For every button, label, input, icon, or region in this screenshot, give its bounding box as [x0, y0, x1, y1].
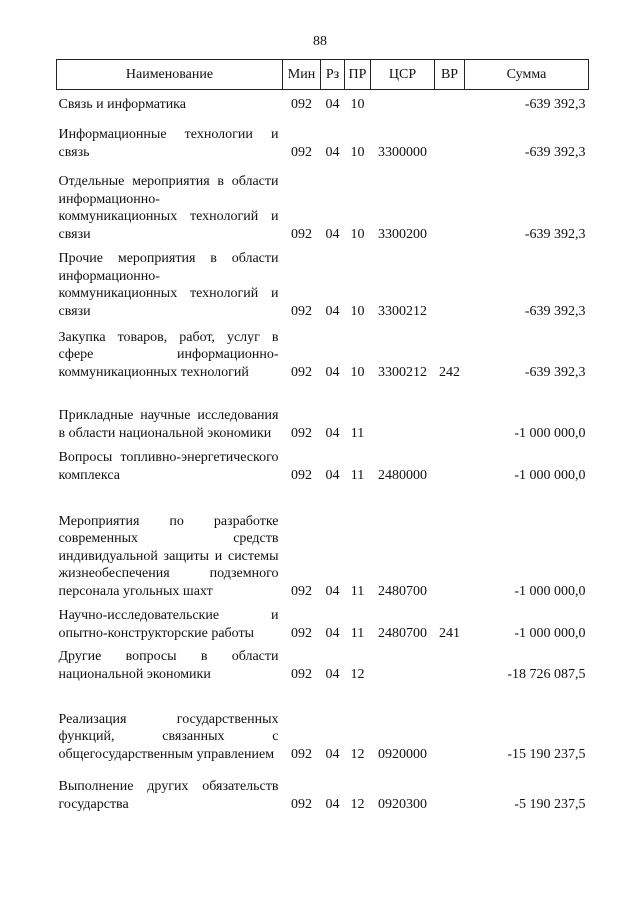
row-rz: 04	[325, 96, 340, 112]
row-min: 092	[291, 364, 312, 380]
row-name: Выполнение других обязательств государства	[58, 779, 279, 812]
row-name: Отдельные мероприятия в области информационно-коммуникационных технологий и связи	[58, 174, 279, 242]
row-name: Другие вопросы в области национальной экономики	[58, 649, 279, 682]
row-name: Информационные технологии и связь	[58, 127, 279, 160]
row-min: 092	[291, 144, 312, 160]
row-min: 092	[291, 467, 312, 483]
row-name: Закупка товаров, работ, услуг в сфере информационно-коммуникационных технологий	[58, 329, 279, 380]
row-min: 092	[291, 746, 312, 762]
row-csr: 3300200	[378, 226, 427, 242]
row-pr: 11	[350, 583, 365, 599]
row-sum: -5 190 237,5	[514, 796, 586, 812]
row-name: Научно-исследовательские и опытно-конструкторские работы	[58, 608, 279, 641]
row-name: Прикладные научные исследования в области национальной экономики	[58, 408, 279, 441]
row-pr: 11	[350, 467, 365, 483]
table-row	[57, 485, 589, 601]
row-rz: 04	[325, 583, 340, 599]
row-csr	[371, 643, 435, 684]
row-pr: 10	[350, 226, 365, 242]
row-vr	[435, 90, 465, 114]
row-vr	[435, 684, 465, 764]
column-header-vr: ВР	[435, 60, 465, 90]
row-sum: -639 392,3	[524, 364, 586, 380]
row-csr: 3300212	[378, 364, 427, 380]
table-row	[57, 114, 589, 162]
row-min: 092	[291, 583, 312, 599]
row-csr	[371, 382, 435, 443]
row-csr: 2480700	[378, 625, 427, 641]
row-name: Связь и информатика	[58, 96, 186, 112]
row-pr: 12	[350, 796, 365, 812]
row-pr: 12	[350, 666, 365, 682]
row-sum: -1 000 000,0	[514, 425, 586, 441]
table-row	[57, 162, 589, 244]
row-csr: 0920000	[378, 746, 427, 762]
row-csr: 0920300	[378, 796, 427, 812]
row-min: 092	[291, 796, 312, 812]
row-min: 092	[291, 425, 312, 441]
row-sum: -639 392,3	[524, 226, 586, 242]
row-csr: 3300000	[378, 144, 427, 160]
row-min: 092	[291, 96, 312, 112]
row-pr: 12	[350, 746, 365, 762]
row-rz: 04	[325, 796, 340, 812]
budget-table	[56, 59, 589, 814]
row-csr: 2480000	[378, 467, 427, 483]
row-pr: 10	[350, 144, 365, 160]
table-row	[57, 321, 589, 382]
row-rz: 04	[325, 467, 340, 483]
row-sum: -18 726 087,5	[507, 666, 586, 682]
table-row	[57, 90, 589, 114]
row-vr	[435, 643, 465, 684]
row-pr: 10	[350, 303, 365, 319]
row-sum: -15 190 237,5	[507, 746, 586, 762]
table-row	[57, 601, 589, 643]
row-rz: 04	[325, 425, 340, 441]
row-vr	[435, 114, 465, 162]
row-vr: 242	[439, 364, 460, 380]
row-vr	[435, 244, 465, 321]
table-row	[57, 684, 589, 764]
row-rz: 04	[325, 303, 340, 319]
page-number: 88	[313, 34, 327, 49]
column-header-sum: Сумма	[465, 60, 589, 90]
row-vr	[435, 764, 465, 814]
row-rz: 04	[325, 746, 340, 762]
table-row	[57, 443, 589, 485]
row-sum: -1 000 000,0	[514, 583, 586, 599]
row-rz: 04	[325, 226, 340, 242]
row-pr: 11	[350, 625, 365, 641]
row-sum: -1 000 000,0	[514, 625, 586, 641]
row-name: Мероприятия по разработке современных средств индивидуальной защиты и системы жизнеобеспечения подземного персонала угольных шахт	[58, 513, 279, 599]
row-rz: 04	[325, 625, 340, 641]
column-header-name: Наименование	[57, 60, 283, 90]
row-csr: 2480700	[378, 583, 427, 599]
row-sum: -639 392,3	[524, 303, 586, 319]
row-rz: 04	[325, 144, 340, 160]
table-row	[57, 382, 589, 443]
row-rz: 04	[325, 364, 340, 380]
row-rz: 04	[325, 666, 340, 682]
row-name: Прочие мероприятия в области информационно-коммуникационных технологий и связи	[58, 251, 279, 319]
row-csr	[371, 90, 435, 114]
row-vr	[435, 162, 465, 244]
column-header-rz: Рз	[321, 60, 345, 90]
table-header-row	[57, 60, 589, 90]
row-sum: -639 392,3	[524, 144, 586, 160]
table-row	[57, 244, 589, 321]
row-vr: 241	[439, 625, 460, 641]
column-header-pr: ПР	[345, 60, 371, 90]
column-header-csr: ЦСР	[371, 60, 435, 90]
row-min: 092	[291, 666, 312, 682]
row-vr	[435, 485, 465, 601]
row-vr	[435, 443, 465, 485]
row-pr: 11	[350, 425, 365, 441]
row-csr: 3300212	[378, 303, 427, 319]
row-min: 092	[291, 625, 312, 641]
row-min: 092	[291, 303, 312, 319]
row-sum: -1 000 000,0	[514, 467, 586, 483]
row-vr	[435, 382, 465, 443]
row-name: Вопросы топливно-энергетического комплекса	[58, 450, 279, 483]
row-pr: 10	[350, 96, 365, 112]
row-min: 092	[291, 226, 312, 242]
table-row	[57, 764, 589, 814]
row-name: Реализация государственных функций, связанных с общегосударственным управлением	[58, 711, 279, 762]
row-pr: 10	[350, 364, 365, 380]
table-row	[57, 643, 589, 684]
column-header-min: Мин	[283, 60, 321, 90]
row-sum: -639 392,3	[524, 96, 586, 112]
